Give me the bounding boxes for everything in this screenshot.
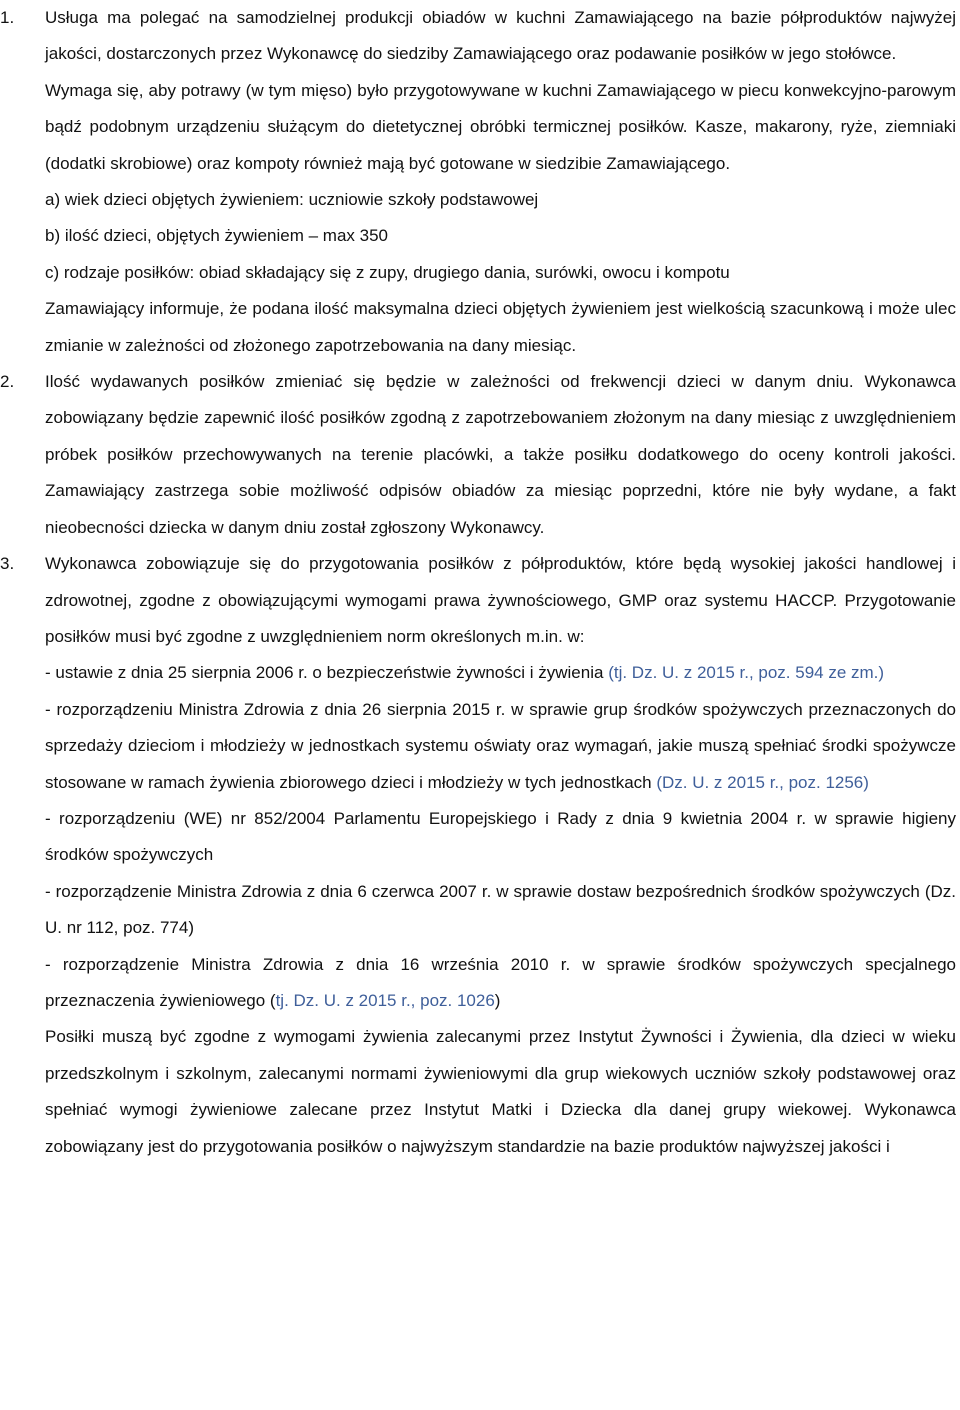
text-segment: - rozporządzeniu Ministra Zdrowia z dnia 26 sierpnia 2015 r. w sprawie grup środków spożywczych przeznaczonych do sprzedaży dzieciom i młodzieży w jednostkach systemu oświaty oraz wymagań, jakie muszą spełniać środki spożywcze stosowane w ramach żywienia zbiorowego dzieci i młodzieży w tych jednostkach	[45, 699, 956, 792]
text-segment: - rozporządzenie Ministra Zdrowia z dnia 16 września 2010 r. w sprawie środków spożywczych specjalnego przeznaczenia żywieniowego (	[45, 954, 956, 1010]
paragraph	[45, 546, 956, 655]
paragraph	[45, 255, 956, 291]
paragraph	[45, 655, 956, 691]
paragraph	[45, 801, 956, 874]
legal-citation: (Dz. U. z 2015 r., poz. 1256)	[656, 772, 869, 792]
text-segment: - rozporządzenie Ministra Zdrowia z dnia 6 czerwca 2007 r. w sprawie dostaw bezpośrednich środków spożywczych (Dz. U. nr 112, poz. 774)	[45, 881, 956, 938]
text-segment: - ustawie z dnia 25 sierpnia 2006 r. o bezpieczeństwie żywności i żywienia	[45, 663, 609, 683]
text-segment: Zamawiający informuje, że podana ilość maksymalna dzieci objętych żywieniem jest wielkością szacunkową i może ulec zmianie w zależności od złożonego zapotrzebowania na dany miesiąc.	[45, 299, 956, 355]
text-segment: Wymaga się, aby potrawy (w tym mięso) było przygotowywane w kuchni Zamawiającego w piecu konwekcyjno-parowym bądź podobnym urządzeniu służącym do dietetycznej obróbki termicznej posiłków. Kasze, makarony, ryże, ziemniaki (dodatki skrobiowe) oraz kompoty również mają być gotowane w siedzibie Zamawiającego.	[45, 80, 956, 173]
paragraph	[45, 692, 956, 801]
paragraph	[45, 0, 956, 73]
paragraph	[45, 73, 956, 182]
paragraph	[45, 364, 956, 546]
item-number: 1.	[0, 8, 15, 27]
item-number: 3.	[0, 554, 15, 574]
text-segment: a) wiek dzieci objętych żywieniem: uczniowie szkoły podstawowej	[45, 190, 539, 210]
paragraph	[45, 291, 956, 364]
text-segment: - rozporządzeniu (WE) nr 852/2004 Parlamentu Europejskiego i Rady z dnia 9 kwietnia 2004 r. w sprawie higieny środków spożywczych	[45, 808, 956, 865]
item-number: 2.	[0, 372, 15, 392]
legal-citation: tj. Dz. U. z 2015 r., poz. 1026	[275, 990, 495, 1010]
text-segment: Posiłki muszą być zgodne z wymogami żywienia zalecanymi przez Instytut Żywności i Żywienia, dla dzieci w wieku przedszkolnym i szkolnym, zalecanymi normami żywieniowymi dla grup wiekowych uczniów szkoły podstawowej oraz spełniać wymogi żywieniowe zalecane przez Instytut Matki i Dziecka dla danej grupy wiekowej. Wykonawca zobowiązany jest do przygotowania posiłków o najwyższym standardzie na bazie produktów najwyższej jakości i	[45, 1027, 956, 1156]
text-segment: Wykonawca zobowiązuje się do przygotowania posiłków z półproduktów, które będą wysokiej jakości handlowej i zdrowotnej, zgodne z obowiązującymi wymogami prawa żywnościowego, GMP oraz systemu HACCP. Przygotowanie posiłków musi być zgodne z uwzględnieniem norm określonych m.in. w:	[45, 554, 956, 646]
text-segment: b) ilość dzieci, objętych żywieniem – max 350	[45, 226, 388, 246]
paragraph	[45, 1019, 956, 1165]
paragraph	[45, 947, 956, 1020]
text-segment: c) rodzaje posiłków: obiad składający się z zupy, drugiego dania, surówki, owocu i kompotu	[45, 262, 730, 282]
legal-citation: (tj. Dz. U. z 2015 r., poz. 594 ze zm.)	[608, 663, 885, 683]
list-item	[0, 0, 960, 364]
list-item	[0, 364, 960, 546]
text-segment: Usługa ma polegać na samodzielnej produkcji obiadów w kuchni Zamawiającego na bazie półproduktów najwyżej jakości, dostarczonych przez Wykonawcę do siedziby Zamawiającego oraz podawanie posiłków w jego stołówce.	[45, 8, 956, 64]
text-segment: )	[494, 990, 501, 1010]
text-segment: Ilość wydawanych posiłków zmieniać się będzie w zależności od frekwencji dzieci w danym dniu. Wykonawca zobowiązany będzie zapewnić ilość posiłków zgodną z zapotrzebowaniem złożonym na dany miesiąc z uwzględnieniem próbek posiłków przechowywanych na terenie placówki, a także posiłku dodatkowego do oceny kontroli jakości. Zamawiający zastrzega sobie możliwość odpisów obiadów za miesiąc poprzedni, które nie były wydane, a fakt nieobecności dziecka w danym dniu został zgłoszony Wykonawcy.	[45, 372, 956, 537]
paragraph	[45, 218, 956, 254]
paragraph	[45, 182, 956, 218]
list-item	[0, 546, 960, 1165]
paragraph	[45, 874, 956, 947]
